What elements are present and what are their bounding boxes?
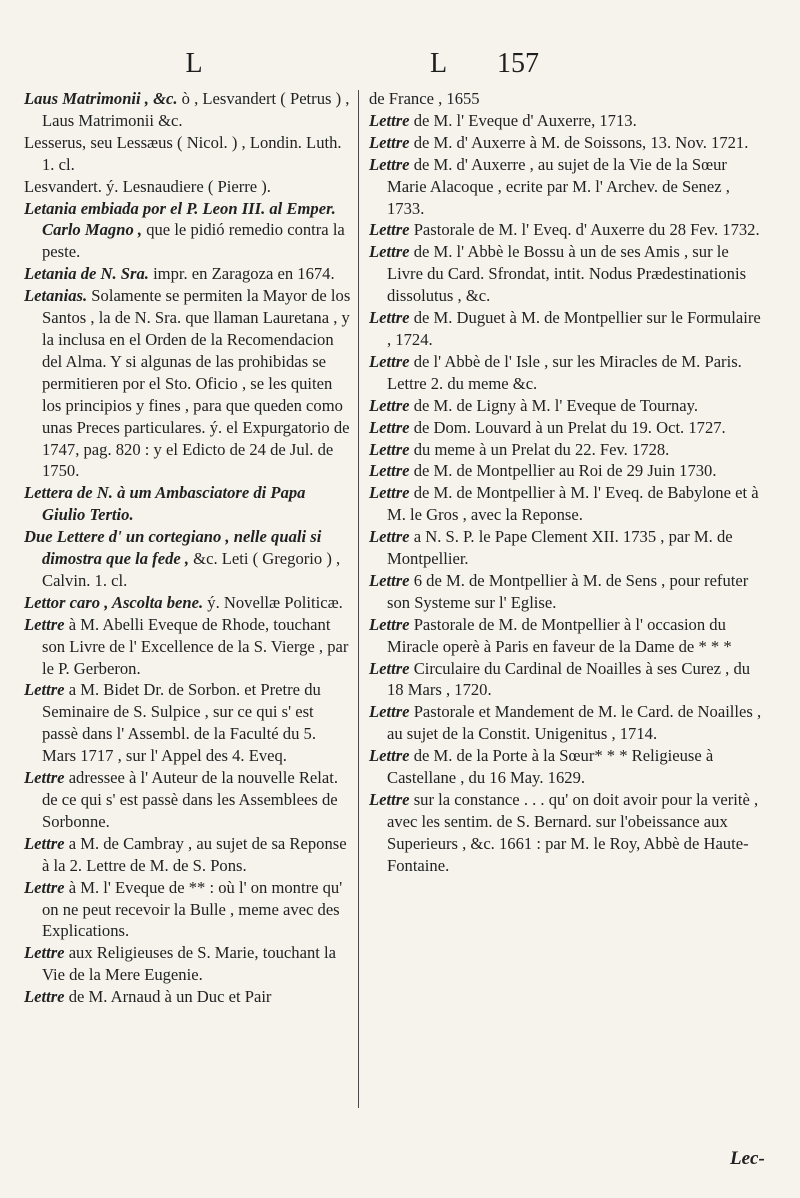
entry-text: a N. S. P. le Pape Clement XII. 1735 , par M. de Montpellier. xyxy=(387,527,733,569)
catalog-entry xyxy=(24,942,352,986)
catalog-entry xyxy=(24,877,352,943)
entry-headword: Lettre xyxy=(24,877,65,897)
entry-text: &c. Leti ( Gregorio ) , Calvin. 1. cl. xyxy=(42,549,341,590)
entry-text: de M. de Montpellier au Roi de 29 Juin 1730. xyxy=(409,461,717,481)
catalog-entry xyxy=(369,395,763,417)
entry-headword: Lettre xyxy=(369,395,410,415)
entry-text: aux Religieuses de S. Marie, touchant la Vie de la Mere Eugenie. xyxy=(42,943,336,985)
entry-text: adressee à l' Auteur de la nouvelle Relat. de ce qui s' est passè dans les Assemblees de Sorbonne. xyxy=(42,768,339,831)
entry-text: Lesserus, seu Lessæus ( Nicol. ) , Londin. Luth. 1. cl. xyxy=(24,132,342,174)
entry-text: Circulaire du Cardinal de Noailles à ses Curez , du 18 Mars , 1720. xyxy=(387,658,751,700)
catalog-entry xyxy=(369,132,763,154)
entry-text: de M. de la Porte à la Sœur* * * Religieuse à Castellane , du 16 May. 1629. xyxy=(387,746,714,788)
entry-text: de l' Abbè de l' Isle , sur les Miracles de M. Paris. Lettre 2. du meme &c. xyxy=(387,351,742,393)
entry-headword: Lettre xyxy=(369,439,410,459)
entry-headword: Lettre xyxy=(369,570,410,590)
catchword: Lec- xyxy=(730,1148,765,1169)
entry-headword: Lettera de N. à um Ambasciatore di Papa Giulio Tertio. xyxy=(24,483,306,525)
entry-headword: Lettre xyxy=(369,483,410,503)
catalog-entry xyxy=(24,176,352,198)
entry-headword: Lettre xyxy=(369,702,410,722)
entry-headword: Lettre xyxy=(24,768,65,788)
entry-headword: Letania embiada por el P. Leon III. al Emper. Carlo Magno , xyxy=(24,198,336,240)
catalog-entry xyxy=(369,307,763,351)
entry-text: à M. l' Eveque de ** : où l' on montre qu' on ne peut recevoir la Bulle , meme avec des Explications. xyxy=(42,877,343,941)
catalog-entry xyxy=(369,482,763,526)
entry-text: sur la constance . . . qu' on doit avoir pour la veritè , avec les sentim. de S. Bernard. sur l'obeissance aux Superieurs , &c. 1661 : par M. le Roy, Abbè de Haute-Fontaine. xyxy=(387,790,759,875)
catalog-entry xyxy=(24,679,352,767)
catalog-entry xyxy=(369,789,763,877)
entry-headword: Letanias. xyxy=(24,286,88,306)
catalog-entry xyxy=(24,198,352,264)
column-divider xyxy=(358,90,359,1108)
entry-text: de M. de Montpellier à M. l' Eveq. de Babylone et à M. le Gros , avec la Reponse. xyxy=(387,483,759,525)
catalog-entry xyxy=(369,460,763,482)
entry-headword: Lettre xyxy=(369,527,410,547)
entry-headword: Letania de N. Sra. xyxy=(24,264,149,284)
entry-headword: Lettre xyxy=(369,790,410,809)
entry-text: de M. l' Eveque d' Auxerre, 1713. xyxy=(409,110,637,130)
catalog-entry xyxy=(369,241,763,307)
catalog-entry xyxy=(24,526,352,592)
right-column xyxy=(369,88,763,877)
entry-headword: Laus Matrimonii , &c. xyxy=(24,89,178,108)
entry-text: Pastorale et Mandement de M. le Card. de Noailles , au sujet de la Constit. Unigenitus , 1714. xyxy=(387,702,762,744)
entry-text: de M. Arnaud à un Duc et Pair xyxy=(64,987,272,1007)
entry-headword: Lettre xyxy=(369,308,410,328)
catalog-entry xyxy=(369,154,763,220)
running-head-left: L xyxy=(185,48,203,79)
left-column xyxy=(24,88,352,1008)
entry-text: du meme à un Prelat du 22. Fev. 1728. xyxy=(409,439,670,459)
entry-text: impr. en Zaragoza en 1674. xyxy=(148,264,335,284)
catalog-entry xyxy=(369,219,763,241)
catalog-entry xyxy=(369,417,763,439)
entry-headword: Due Lettere d' un cortegiano , nelle quali si dimostra que la fede , xyxy=(24,527,322,569)
entry-headword: Lettre xyxy=(369,417,410,437)
entry-headword: Lettre xyxy=(24,614,65,634)
entry-text: de France , 1655 xyxy=(369,89,480,108)
entry-headword: Lettre xyxy=(24,833,65,853)
catalog-entry xyxy=(369,614,763,658)
catalog-entry xyxy=(24,132,352,176)
entry-text: de M. d' Auxerre à M. de Soissons, 13. Nov. 1721. xyxy=(409,132,749,152)
entry-headword: Lettre xyxy=(24,987,65,1007)
entry-text: Solamente se permiten la Mayor de los Santos , la de N. Sra. que llaman Lauretana , y la inclusa en el Orden de la Recomendacion del Alma. Y si algunas de las prohibidas se permitieren por el Sto. Oficio , se les quiten los principios y fines , para que queden como unas Preces particulares. ý. el Expurgatorio de 1747, pag. 820 : y el Edicto de 24 de Jul. de 1750. xyxy=(42,286,351,481)
entry-text: Pastorale de M. l' Eveq. d' Auxerre du 28 Fev. 1732. xyxy=(409,220,760,240)
catalog-entry xyxy=(24,482,352,526)
catalog-entry xyxy=(369,439,763,461)
entry-text: de Dom. Louvard à un Prelat du 19. Oct. 1727. xyxy=(409,417,726,437)
catalog-entry xyxy=(369,351,763,395)
catalog-entry xyxy=(369,110,763,132)
catalog-entry xyxy=(24,263,352,285)
entry-text: a M. Bidet Dr. de Sorbon. et Pretre du Seminaire de S. Sulpice , sur ce qui s' est passè dans l' Assembl. de la Faculté du 5. Mars 1717 , sur l' Appel des 4. Eveq. xyxy=(42,680,321,766)
entry-text: ò , Lesvandert ( Petrus ) , Laus Matrimonii &c. xyxy=(42,89,350,130)
catalog-entry xyxy=(24,767,352,833)
entry-headword: Lettre xyxy=(369,658,410,678)
entry-headword: Lettre xyxy=(369,132,410,152)
entry-text: de M. d' Auxerre , au sujet de la Vie de la Sœur Marie Alacoque , ecrite par M. l' Archev. de Senez , 1733. xyxy=(387,154,730,218)
entry-text: a M. de Cambray , au sujet de sa Reponse à la 2. Lettre de M. de S. Pons. xyxy=(42,833,347,875)
catalog-entry xyxy=(24,614,352,680)
entry-headword: Lettre xyxy=(369,242,410,262)
entry-text: ý. Novellæ Politicæ. xyxy=(203,592,343,612)
entry-text: à M. Abelli Eveque de Rhode, touchant son Livre de l' Excellence de la S. Vierge , par le P. Gerberon. xyxy=(42,614,349,678)
entry-headword: Lettre xyxy=(369,461,410,481)
entry-headword: Lettre xyxy=(369,614,410,634)
catalog-entry xyxy=(24,986,352,1008)
entry-text: que le pidió remedio contra la peste. xyxy=(42,220,345,262)
catalog-entry xyxy=(24,833,352,877)
entry-text: de M. Duguet à M. de Montpellier sur le Formulaire , 1724. xyxy=(387,308,761,349)
catalog-entry xyxy=(369,526,763,570)
catalog-entry xyxy=(24,88,352,132)
running-head-right: L xyxy=(430,48,448,79)
entry-text: 6 de M. de Montpellier à M. de Sens , pour refuter son Systeme sur l' Eglise. xyxy=(387,570,749,612)
catalog-entry xyxy=(369,701,763,745)
entry-headword: Lettre xyxy=(24,943,65,963)
page-number: 157 xyxy=(497,48,539,79)
entry-headword: Lettre xyxy=(369,154,410,174)
entry-text: Lesvandert. ý. Lesnaudiere ( Pierre ). xyxy=(24,176,271,196)
catalog-entry xyxy=(369,745,763,789)
catalog-entry xyxy=(369,658,763,702)
entry-headword: Lettre xyxy=(369,220,410,240)
entry-text: de M. l' Abbè le Bossu à un de ses Amis , sur le Livre du Card. Sfrondat, intit. Nodus Prædestinationis dissolutus , &c. xyxy=(387,242,747,306)
entry-headword: Lettre xyxy=(369,110,410,130)
catalog-entry xyxy=(369,570,763,614)
entry-headword: Lettor caro , Ascolta bene. xyxy=(24,592,204,612)
catalog-entry xyxy=(24,592,352,614)
entry-headword: Lettre xyxy=(369,746,410,766)
catalog-entry xyxy=(369,88,763,110)
entry-text: Pastorale de M. de Montpellier à l' occasion du Miracle operè à Paris en faveur de la Dame de * * * xyxy=(387,614,732,656)
catalog-entry xyxy=(24,285,352,482)
entry-text: de M. de Ligny à M. l' Eveque de Tournay. xyxy=(409,395,699,415)
entry-headword: Lettre xyxy=(24,680,65,700)
entry-headword: Lettre xyxy=(369,351,410,371)
